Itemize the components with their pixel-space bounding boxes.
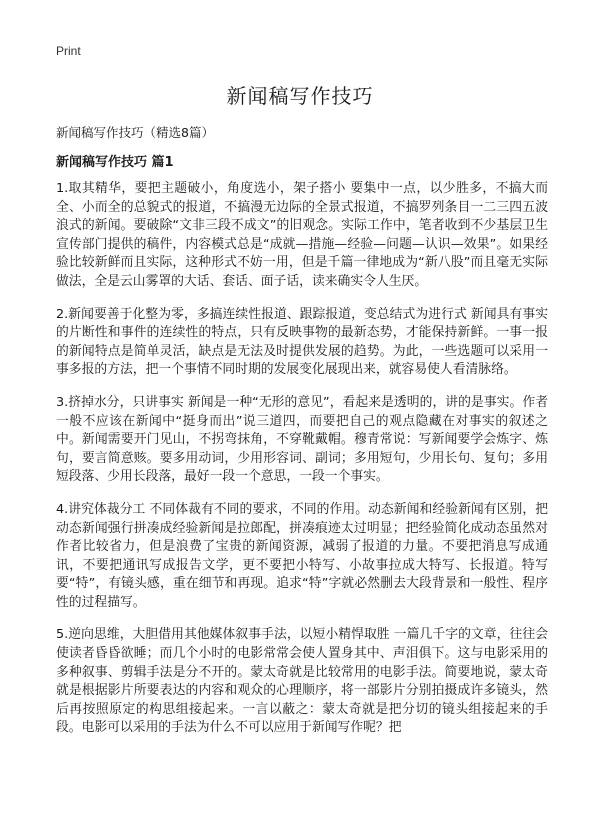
- article-body: [56, 180, 548, 752]
- paragraph-2: 2.新闻要善于化整为零，多搞连续性报道、跟踪报道，变总结式为进行式 新闻具有事实的片断性和事件的连续性的特点，只有反映事物的最新态势，才能保持新鲜。一事一报的新闻特点是简单灵活，缺点是无法及时提供发展的趋势。为此，一些选题可以采用一事多报的方法，把一个事情不同时期的发展变化展现出来，就容易使人看清脉络。: [56, 306, 548, 378]
- document-subtitle: 新闻稿写作技巧（精选8篇）: [56, 125, 214, 140]
- paragraph-3: 3.挤掉水分，只讲事实 新闻是一种“无形的意见”，看起来是透明的，讲的是事实。作者一般不应该在新闻中“挺身而出”说三道四，而要把自己的观点隐藏在对事实的叙述之中。新闻需要开门见山，不拐弯抹角，不穿靴戴帽。穆青常说：写新闻要学会炼字、炼句，要言简意赅。要多用动词，少用形容词、副词；多用短句，少用长句、复句；多用短段落、少用长段落，最好一段一个意思，一段一个事实。: [56, 394, 548, 485]
- print-label: Print: [56, 44, 81, 58]
- paragraph-4: 4.讲究体裁分工 不同体裁有不同的要求，不同的作用。动态新闻和经验新闻有区别，把动态新闻强行拼凑成经验新闻是拉郎配，拼凑痕迹太过明显；把经验简化成动态虽然对作者比较省力，但是浪费了宝贵的新闻资源，减弱了报道的力量。不要把消息写成通讯，不要把通讯写成报告文学，更不要把小特写、小故事拉成大特写、长报道。特写要“特”，有镜头感，重在细节和再现。追求“特”字就必然删去大段背景和一般性、程序性的过程描写。: [56, 501, 548, 610]
- document-title: 新闻稿写作技巧: [226, 84, 374, 108]
- section-heading: 新闻稿写作技巧 篇1: [56, 155, 174, 170]
- paragraph-5: 5.逆向思维，大胆借用其他媒体叙事手法，以短小精悍取胜 一篇几千字的文章，往往会使读者昏昏欲睡；而几个小时的电影常常会使人置身其中、声泪俱下。这与电影采用的多种叙事、剪辑手法是分不开的。蒙太奇就是比较常用的电影手法。简要地说，蒙太奇就是根据影片所要表达的内容和观众的心理顺序，将一部影片分别拍摄成许多镜头，然后再按照原定的构思组接起来。一言以蔽之：蒙太奇就是把分切的镜头组接起来的手段。电影可以采用的手法为什么不可以应用于新闻写作呢？把: [56, 627, 548, 736]
- paragraph-1: 1.取其精华，要把主题破小，角度选小，架子搭小 要集中一点，以少胜多，不搞大而全、小而全的总貌式的报道，不搞漫无边际的全景式报道，不搞罗列条目一二三四五波浪式的新闻。要破除“文非三段不成文”的旧观念。实际工作中，笔者收到不少基层卫生宣传部门提供的稿件，内容模式总是“成就—措施—经验—问题—认识—效果”。如果经验比较新鲜而且实际，这种形式不妨一用，但是千篇一律地成为“新八股”而且毫无实际做法，全是云山雾罩的大话、套话、面子话，读来确实令人生厌。: [56, 181, 548, 289]
